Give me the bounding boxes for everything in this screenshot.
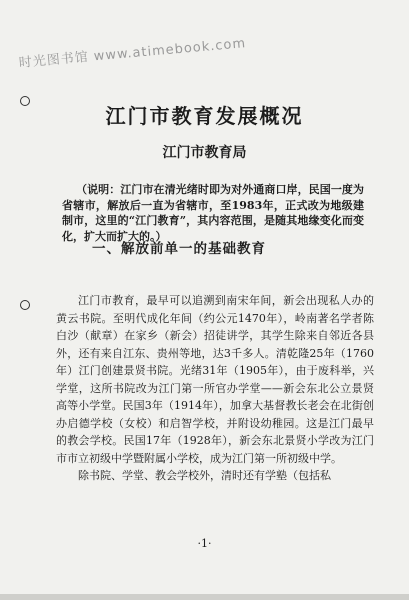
watermark: 时光图书馆 www.atimebook.com: [18, 36, 247, 71]
scan-edge: [0, 594, 409, 600]
page-number: ·1·: [197, 537, 212, 550]
explanatory-note: （说明：江门市在清光绪时即为对外通商口岸，民国一度为省辖市，解放后一直为省辖市，至1983年，正式改为地级建制市，这里的“江门教育”，其内容范围，是随其地缘变化而变化，扩大而扩大的。）: [62, 183, 364, 243]
body-text: [56, 292, 374, 485]
document-title: 江门市教育发展概况: [105, 104, 304, 128]
binding-hole-mark: [20, 300, 30, 310]
body-paragraph: 江门市教育，最早可以追溯到南宋年间，新会出现私人办的黄云书院。至明代成化年间（约公元1470年），岭南著名学者陈白沙（献章）在家乡（新会）招徒讲学，其学生除来自邻近各县外，还有来自江东、贵州等地，达3千多人。清乾隆25年（1760年）江门创建景贤书院。光绪31年（1905年），由于废科举，兴学堂，这所书院改为江门第一所官办学堂——新会东北公立景贤高等小学堂。民国3年（1914年），加拿大基督教长老会在北街创办启德学校（女校）和启智学校，并附设幼稚园。这是江门最早的教会学校。民国17年（1928年），新会东北景贤小学改为江门市市立初级中学暨附属小学校，成为江门第一所初级中学。: [56, 294, 374, 465]
body-paragraph: 除书院、学堂、教会学校外，清时还有学塾（包括私: [78, 469, 331, 482]
document-author: 江门市教育局: [162, 145, 247, 161]
section-heading: 一、解放前单一的基础教育: [92, 241, 266, 257]
